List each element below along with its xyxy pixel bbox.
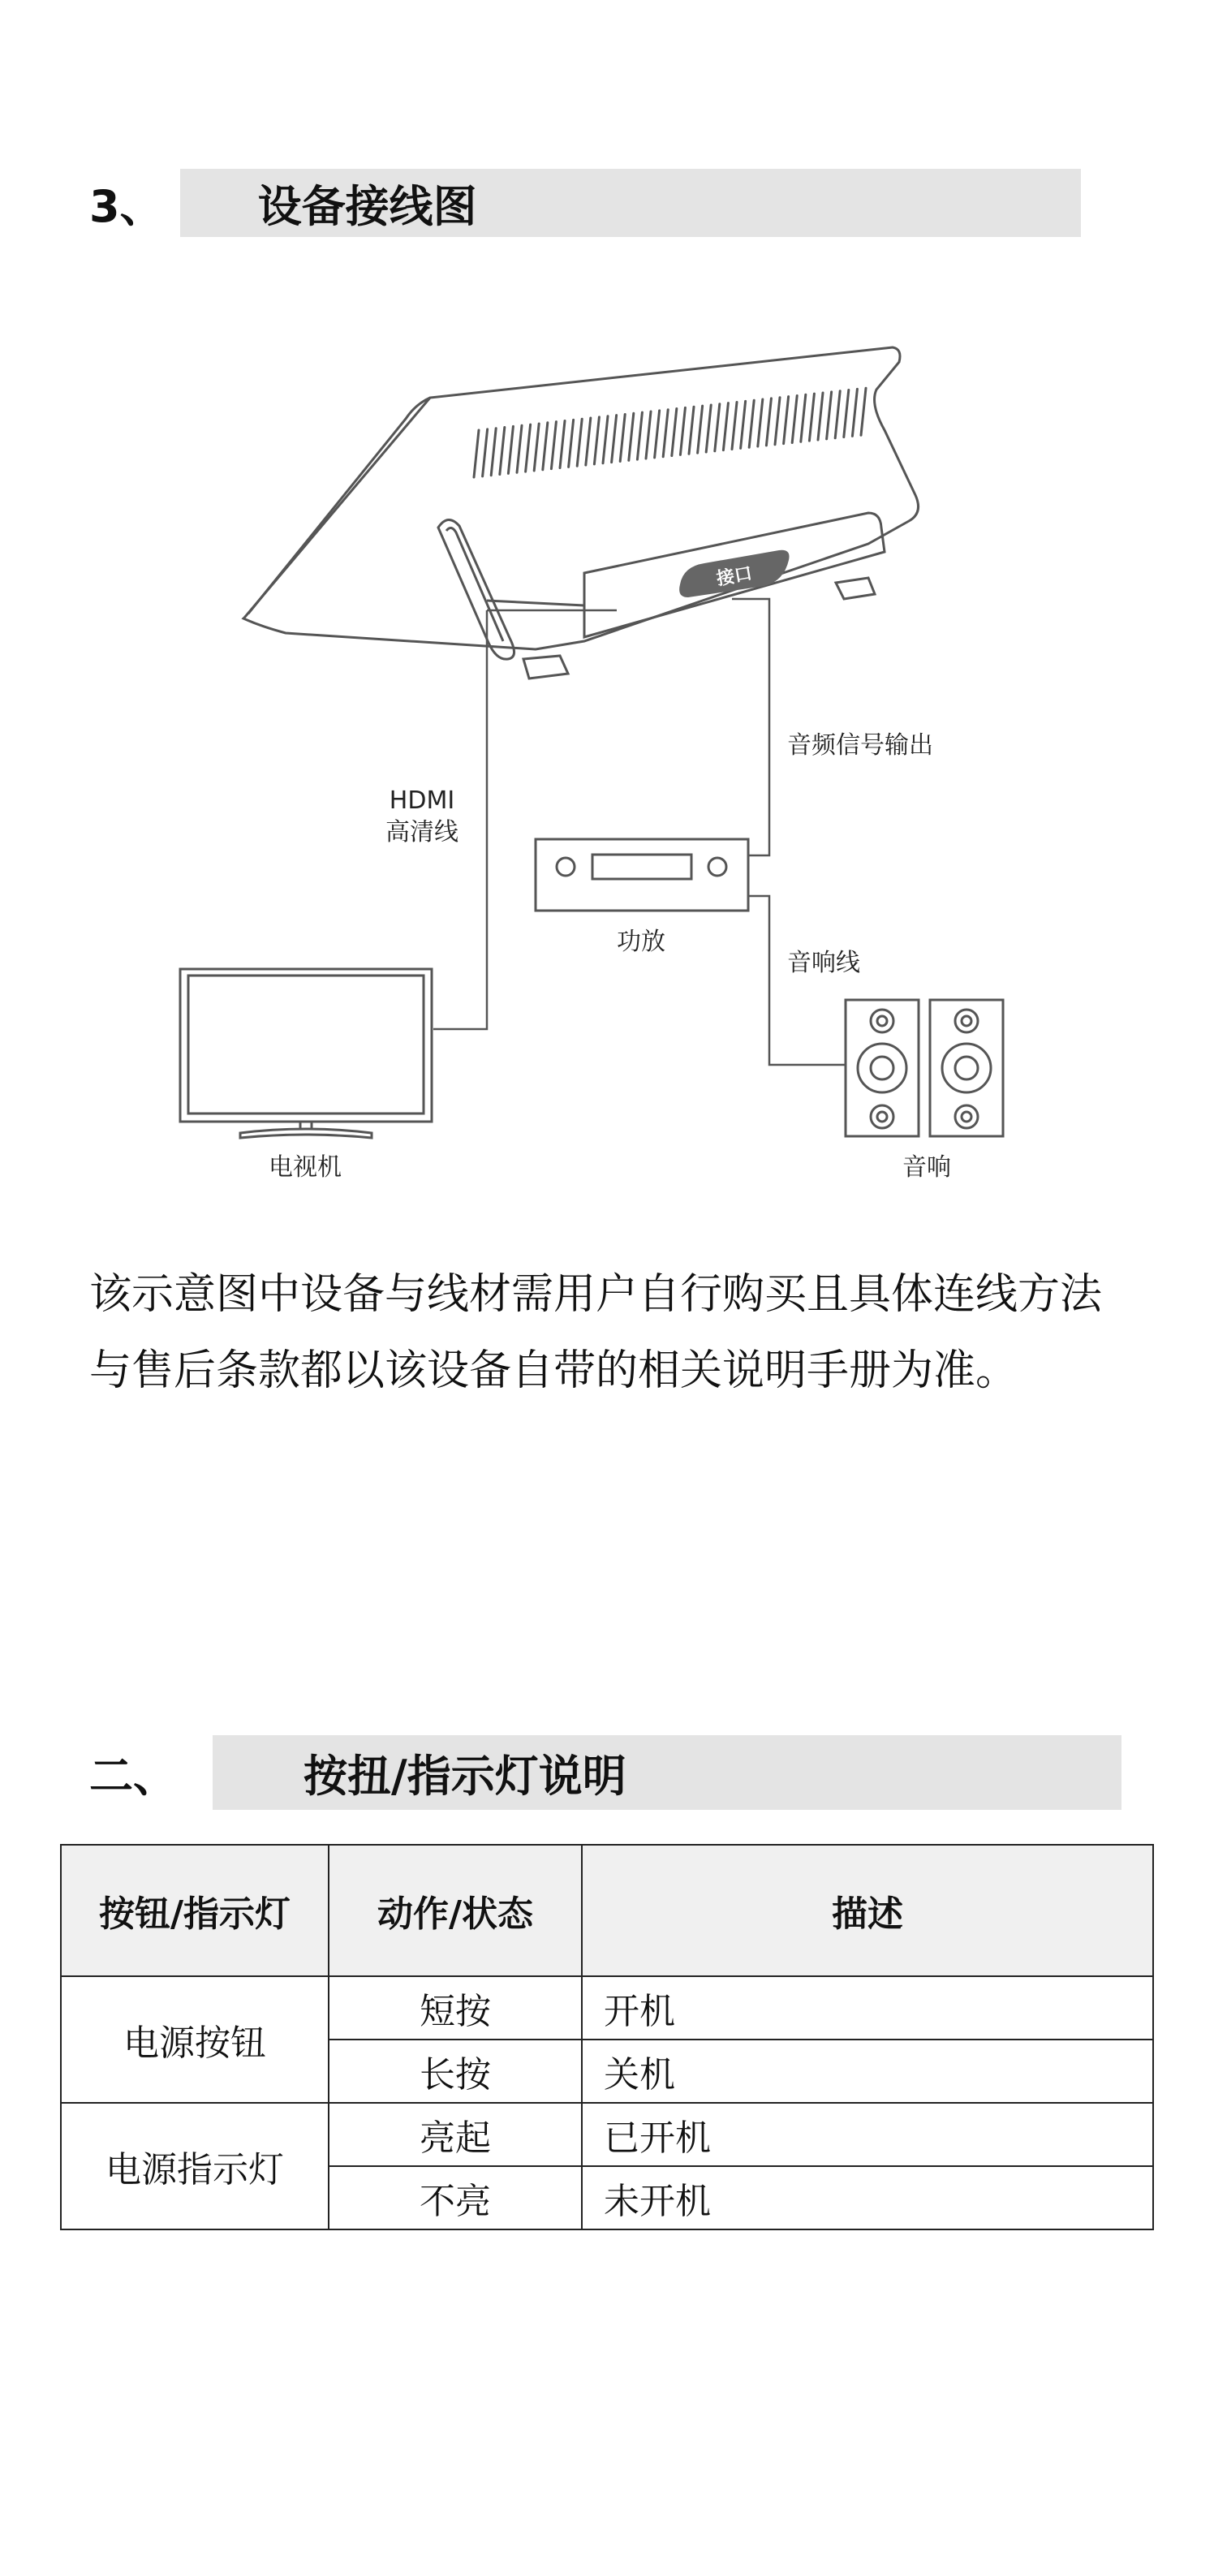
- section-number: 二、: [89, 1750, 177, 1802]
- description-cell: 未开机: [582, 2166, 1153, 2229]
- vent-slot: [741, 401, 746, 448]
- vent-slot: [560, 421, 565, 468]
- vent-slot: [500, 428, 505, 475]
- vent-slot: [543, 423, 548, 470]
- speaker-cone: [942, 1044, 991, 1092]
- connection-lines: [433, 599, 846, 1065]
- vent-slot: [534, 424, 539, 471]
- vent-slot: [620, 414, 625, 461]
- speaker-label: 音响: [902, 1153, 951, 1182]
- speaker-cone: [955, 1010, 978, 1032]
- vent-slot: [732, 403, 737, 450]
- vent-slot: [491, 429, 496, 476]
- table-row: [61, 1976, 1153, 2040]
- vent-slot: [508, 426, 513, 473]
- vent-slot: [603, 416, 608, 463]
- vent-slot: [835, 391, 840, 438]
- table-row: [61, 2103, 1153, 2166]
- speaker-cone: [962, 1016, 971, 1026]
- vent-slot: [577, 419, 582, 466]
- section-title: 按扭/指示灯说明: [304, 1750, 626, 1802]
- speaker-cone: [955, 1105, 978, 1128]
- speaker-cone: [871, 1057, 893, 1079]
- vent-slot: [792, 395, 797, 442]
- speaker-cone: [871, 1105, 893, 1128]
- vent-slot: [483, 429, 488, 476]
- port-badge: [679, 550, 789, 597]
- vent-slot: [749, 400, 754, 447]
- vent-slot: [629, 413, 634, 460]
- vent-slot: [715, 404, 720, 451]
- section-3-heading: [89, 169, 477, 237]
- vent-slot: [706, 405, 711, 452]
- speaker-cone: [955, 1057, 978, 1079]
- speakers: [846, 1000, 1003, 1136]
- vent-slot: [663, 410, 668, 457]
- vent-slot: [680, 407, 685, 454]
- description-cell: 开机: [582, 1976, 1153, 2040]
- vent-slot: [569, 420, 574, 467]
- action-cell: 亮起: [329, 2103, 582, 2166]
- vent-slot: [723, 403, 728, 450]
- speaker-cone: [871, 1010, 893, 1032]
- vent-slot: [551, 422, 556, 469]
- vent-slot: [818, 393, 823, 440]
- action-cell: 短按: [329, 1976, 582, 2040]
- vent-slot: [758, 399, 763, 446]
- action-cell: 不亮: [329, 2166, 582, 2229]
- amplifier: [536, 839, 748, 911]
- table-header-row: [61, 1845, 1153, 1976]
- vent-slot: [861, 388, 866, 435]
- vent-slot: [852, 389, 857, 436]
- vent-slot: [775, 398, 780, 445]
- tv-label: 电视机: [269, 1153, 342, 1182]
- hdmi-label-line1: HDMI: [389, 786, 455, 815]
- vent-slot: [646, 411, 651, 459]
- section-2-heading: [89, 1735, 626, 1810]
- speaker-cone: [858, 1044, 906, 1092]
- header-description: 描述: [582, 1845, 1153, 1976]
- vent-slot: [637, 412, 642, 459]
- vent-slot: [698, 406, 703, 453]
- vent-slot: [809, 394, 814, 441]
- diagram-note: [89, 1256, 1136, 1409]
- description-cell: 已开机: [582, 2103, 1153, 2166]
- vent-slot: [801, 394, 806, 442]
- vent-slot: [766, 398, 771, 446]
- header-item: 按钮/指示灯: [61, 1845, 329, 1976]
- action-cell: 长按: [329, 2040, 582, 2103]
- section-title: 设备接线图: [257, 180, 477, 232]
- item-cell: 电源按钮: [61, 1976, 329, 2103]
- speaker-cone: [877, 1016, 887, 1026]
- button-indicator-table: [60, 1844, 1154, 2230]
- port-label: 接口: [715, 563, 754, 590]
- vent-slot: [844, 390, 849, 437]
- speaker-cable-label: 音响线: [787, 949, 860, 977]
- vent-slot: [612, 416, 617, 463]
- wiring-diagram: [0, 308, 1214, 1209]
- note-line-1: 该示意图中设备与线材需用户自行购买且具体连线方法: [89, 1270, 1103, 1319]
- vent-slot: [517, 425, 522, 472]
- vent-slot: [526, 424, 531, 472]
- vent-slot: [586, 418, 591, 465]
- section-number: 3、: [89, 180, 164, 232]
- hdmi-label-line2: 高清线: [385, 818, 458, 846]
- vent-slot: [689, 407, 694, 454]
- amplifier-label: 功放: [617, 928, 665, 956]
- device-body: [243, 347, 919, 678]
- television: [180, 969, 432, 1138]
- vent-slot: [784, 397, 789, 444]
- audio-output-label: 音频信号输出: [787, 731, 933, 760]
- vent-slot: [594, 417, 599, 464]
- vent-slot: [474, 430, 479, 477]
- speaker-cone: [877, 1112, 887, 1122]
- description-cell: 关机: [582, 2040, 1153, 2103]
- vent-slot: [655, 411, 660, 458]
- vent-slot: [672, 409, 677, 456]
- speaker-cone: [962, 1112, 971, 1122]
- header-action: 动作/状态: [329, 1845, 582, 1976]
- vent-slot: [827, 392, 832, 439]
- note-line-2: 与售后条款都以该设备自带的相关说明手册为准。: [89, 1346, 1018, 1395]
- vent-slots: [474, 388, 866, 477]
- item-cell: 电源指示灯: [61, 2103, 329, 2229]
